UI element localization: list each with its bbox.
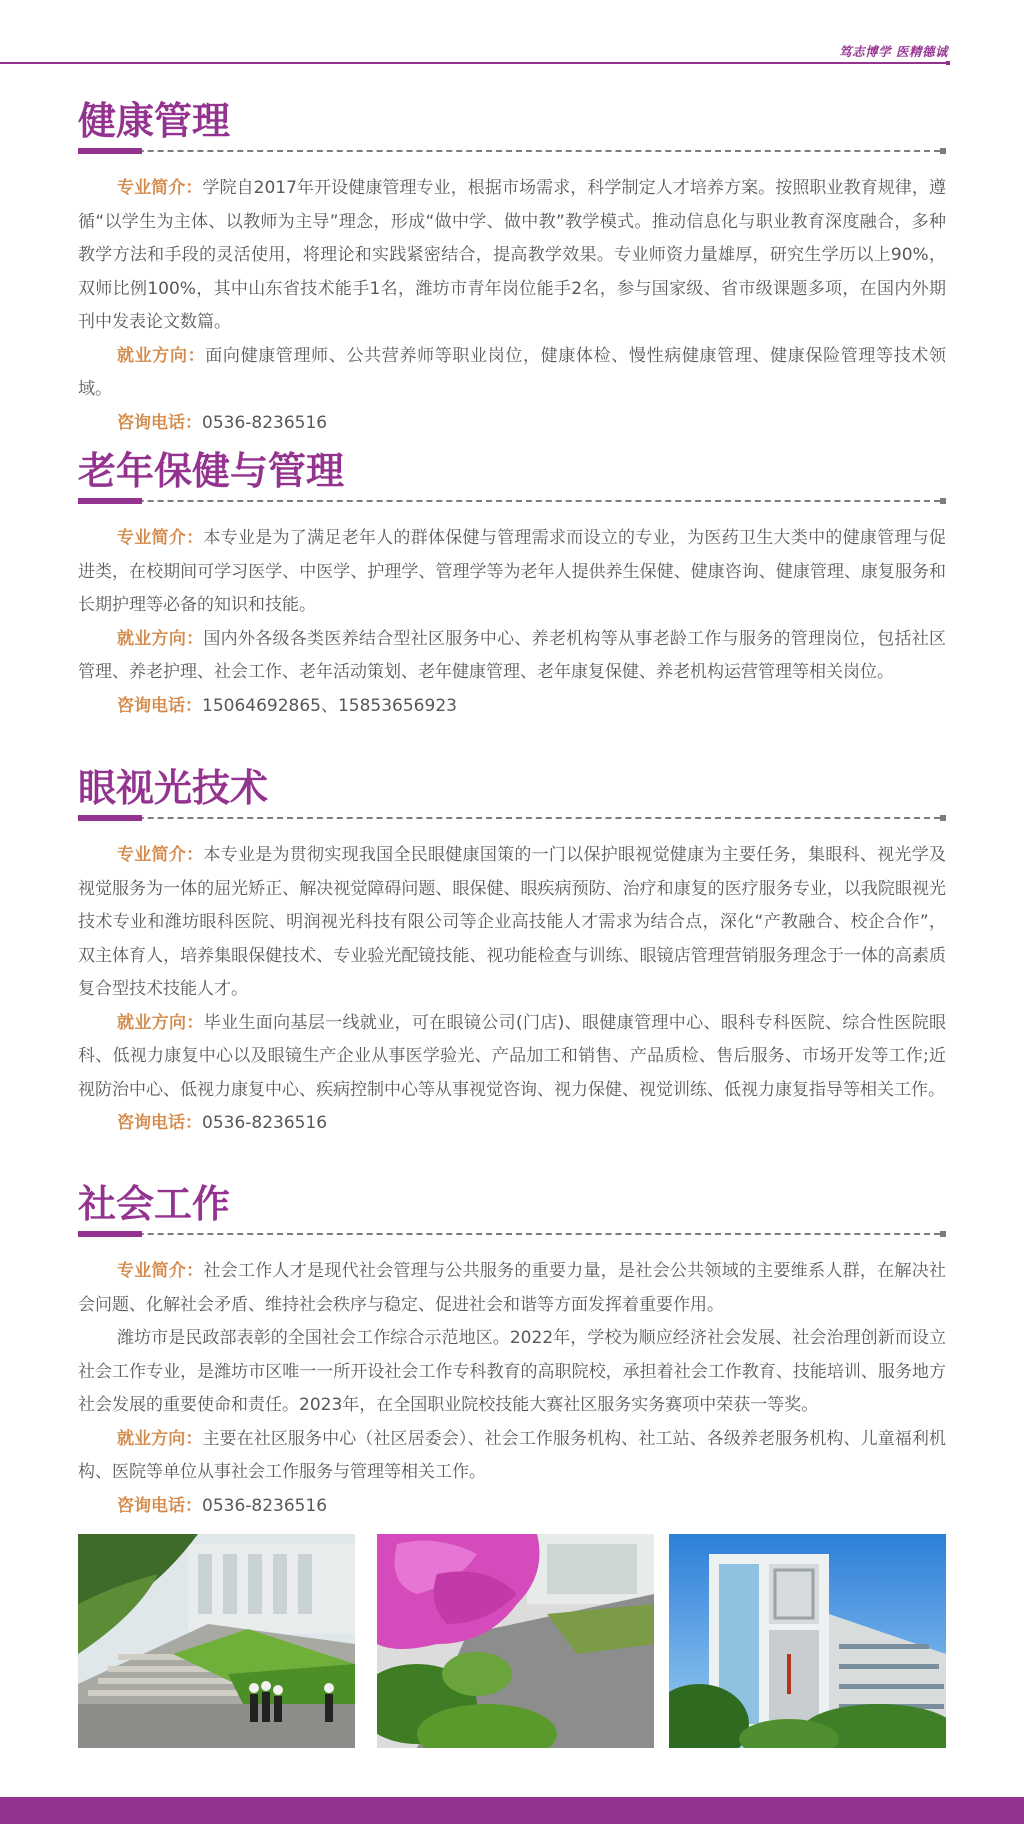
career-label: 就业方向： <box>117 1428 203 1449</box>
campus-steps-photo <box>78 1534 355 1748</box>
career-label: 就业方向： <box>117 628 204 649</box>
career-text: 国内外各级各类医养结合型社区服务中心、养老机构等从事老龄工作与服务的管理岗位，包括社区管理、养老护理、社会工作、老年活动策划、老年健康管理、老年康复保健、养老机构运营管理等相关岗位。 <box>78 628 947 682</box>
section-elderly-care <box>78 448 946 723</box>
intro-label: 专业简介： <box>117 845 204 865</box>
section-health-management <box>78 98 946 440</box>
extra-paragraph: 潍坊市是民政部表彰的全国社会工作综合示范地区。2022年，学校为顺应经济社会发展、社会治理创新而设立社会工作专业，是潍坊市区唯一一所开设社会工作专科教育的高职院校，承担着社会工作教育、技能培训、服务地方社会发展的重要使命和责任。2023年，在全国职业院校技能大赛社区服务实务赛项中荣获一等奖。 <box>78 1328 946 1415</box>
phone-number: 0536-8236516 <box>202 1495 328 1516</box>
section-divider <box>78 494 946 506</box>
intro-label: 专业简介： <box>117 178 203 198</box>
career-label: 就业方向： <box>117 345 206 366</box>
phone-label: 咨询电话： <box>117 412 202 433</box>
header-rule <box>0 62 950 64</box>
footer-band <box>0 1797 1024 1824</box>
career-paragraph <box>78 623 946 690</box>
intro-text: 本专业是为了满足老年人的群体保健与管理需求而设立的专业，为医药卫生大类中的健康管理与促进类，在校期间可学习医学、中医学、护理学、管理学等为老年人提供养生保健、健康咨询、健康管理、康复服务和长期护理等必备的知识和技能。 <box>78 528 947 615</box>
intro-paragraph <box>78 1255 946 1322</box>
intro-text: 本专业是为贯彻实现我国全民眼健康国策的一门以保护眼视觉健康为主要任务，集眼科、视光学及视觉服务为一体的屈光矫正、解决视觉障碍问题、眼保健、眼疾病预防、治疗和康复的医疗服务专业，以我院眼视光技术专业和潍坊眼科医院、明润视光科技有限公司等企业高技能人才需求为结合点，深化“产教融合、校企合作”， 双主体育人，培养集眼保健技术、专业验光配镜技能、视功能检查与训练、眼镜店管理营销服务理念于一体的高素质复合型技术技能人才。 <box>78 845 947 999</box>
section-title: 社会工作 <box>78 1182 231 1226</box>
section-divider <box>78 811 946 823</box>
intro-text: 社会工作人才是现代社会管理与公共服务的重要力量，是社会公共领域的主要维系人群，在解决社会问题、化解社会矛盾、维持社会秩序与稳定、促进社会和谐等方面发挥着重要作用。 <box>78 1261 947 1315</box>
career-text: 面向健康管理师、公共营养师等职业岗位，健康体检、慢性病健康管理、健康保险管理等技术领域。 <box>78 345 947 399</box>
phone-number: 0536-8236516 <box>202 1113 328 1133</box>
career-paragraph <box>78 1007 946 1108</box>
intro-paragraph <box>78 522 946 623</box>
campus-building-photo <box>669 1534 946 1748</box>
section-title: 健康管理 <box>78 99 231 143</box>
phone-paragraph <box>78 1107 946 1141</box>
phone-paragraph <box>78 690 946 724</box>
section-divider <box>78 144 946 156</box>
career-paragraph <box>78 1423 946 1490</box>
section-social-work <box>78 1181 946 1523</box>
section-title: 眼视光技术 <box>78 766 269 810</box>
section-optometry <box>78 765 946 1141</box>
phone-number: 0536-8236516 <box>202 412 328 433</box>
section-title: 老年保健与管理 <box>78 449 345 493</box>
intro-paragraph <box>78 172 946 340</box>
intro-label: 专业简介： <box>117 1261 204 1281</box>
school-motto: 笃志博学 医精德诚 <box>839 44 948 59</box>
phone-label: 咨询电话： <box>117 1113 202 1133</box>
career-text: 毕业生面向基层一线就业，可在眼镜公司(门店)、眼健康管理中心、眼科专科医院、综合性医院眼科、低视力康复中心以及眼镜生产企业从事医学验光、产品加工和销售、产品质检、售后服务、市场开发等工作;近视防治中心、低视力康复中心、疾病控制中心等从事视觉咨询、视力保健、视觉训练、低视力康复指导等相关工作。 <box>78 1012 947 1100</box>
intro-paragraph <box>78 839 946 1007</box>
pink-blossom-photo <box>377 1534 654 1748</box>
section-divider <box>78 1227 946 1239</box>
phone-label: 咨询电话： <box>117 1495 202 1516</box>
phone-label: 咨询电话： <box>117 695 202 716</box>
career-text: 主要在社区服务中心（社区居委会）、社会工作服务机构、社工站、各级养老服务机构、儿童福利机构、医院等单位从事社会工作服务与管理等相关工作。 <box>78 1428 946 1482</box>
career-paragraph <box>78 340 946 407</box>
phone-paragraph <box>78 407 946 441</box>
campus-photos <box>78 1534 946 1748</box>
career-label: 就业方向： <box>117 1012 204 1033</box>
intro-label: 专业简介： <box>117 528 204 548</box>
header-rule-end <box>946 61 950 65</box>
phone-number: 15064692865、15853656923 <box>202 695 457 716</box>
phone-paragraph <box>78 1490 946 1524</box>
intro-text: 学院自2017年开设健康管理专业，根据市场需求，科学制定人才培养方案。按照职业教育规律，遵循“以学生为主体、以教师为主导”理念，形成“做中学、做中教”教学模式。推动信息化与职业教育深度融合，多种教学方法和手段的灵活使用，将理论和实践紧密结合，提高教学效果。专业师资力量雄厚，研究生学历以上90%，双师比例100%，其中山东省技术能手1名，潍坊市青年岗位能手2名，参与国家级、省市级课题多项，在国内外期刊中发表论文数篇。 <box>78 178 946 332</box>
